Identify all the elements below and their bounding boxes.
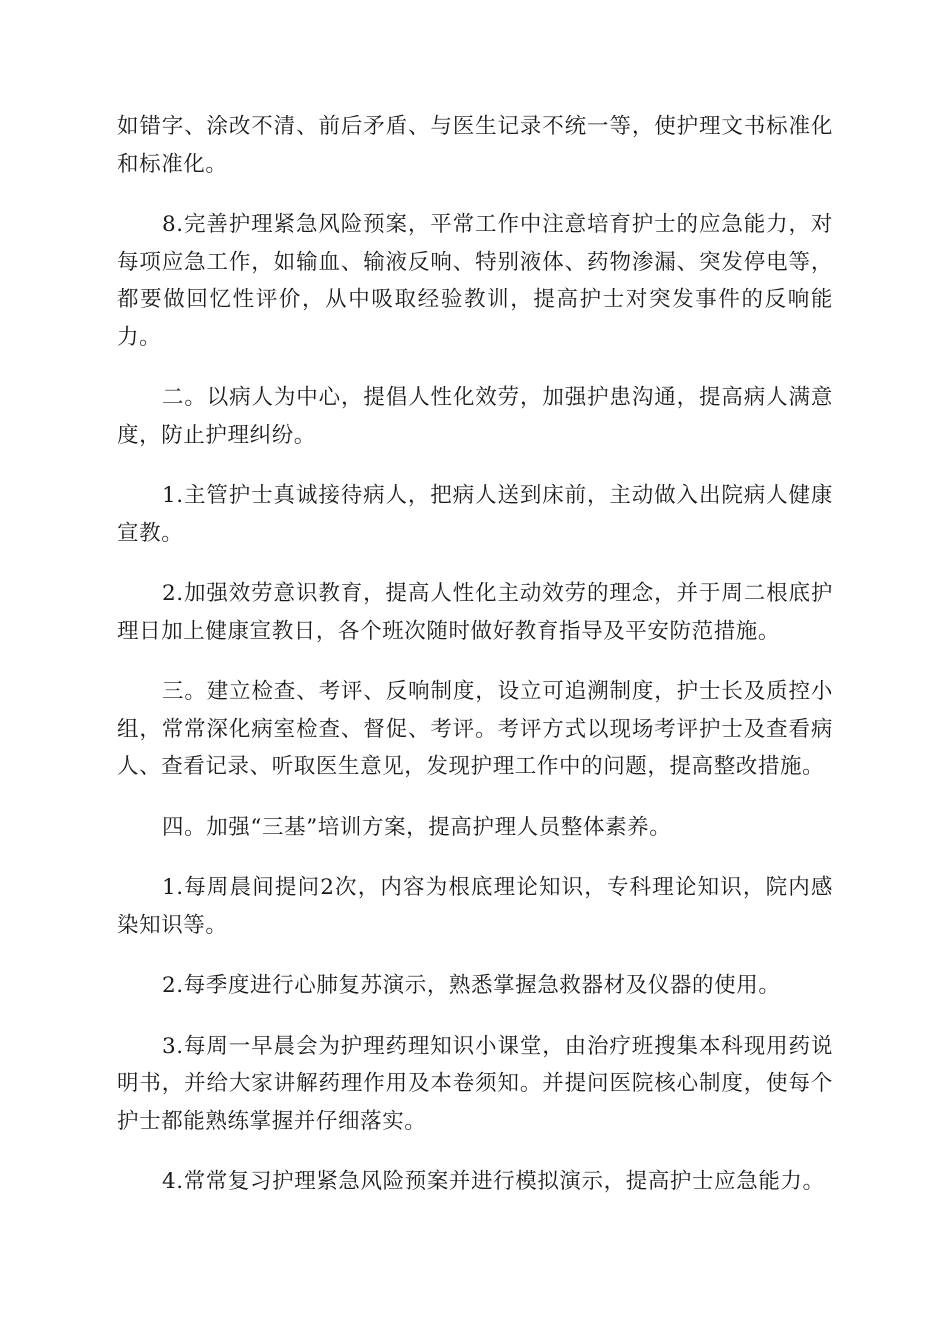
paragraph-item-4b: 4.常常复习护理紧急风险预案并进行模拟演示，提高护士应急能力。 (162, 1169, 825, 1194)
document-body (117, 108, 833, 1224)
paragraph-item-1b: 1.每周晨间提问2次，内容为根底理论知识，专科理论知识，院内感染知识等。 (117, 875, 833, 938)
section-heading-2: 二。以病人为中心，提倡人性化效劳，加强护患沟通，提高病人满意度，防止护理纠纷。 (117, 385, 833, 448)
paragraph-item-8: 8.完善护理紧急风险预案，平常工作中注意培育护士的应急能力，对每项应急工作，如输血、输液反响、特别液体、药物渗漏、突发停电等，都要做回忆性评价，从中吸取经验教训，提高护士对突发事件的反响能力。 (117, 212, 833, 350)
paragraph-item-2b: 2.每季度进行心肺复苏演示，熟悉掌握急救器材及仪器的使用。 (162, 973, 781, 998)
paragraph-item-2: 2.加强效劳意识教育，提高人性化主动效劳的理念，并于周二根底护理日加上健康宣教日，各个班次随时做好教育指导及平安防范措施。 (117, 581, 833, 644)
section-heading-3: 三。建立检查、考评、反响制度，设立可追溯制度，护士长及质控小组，常常深化病室检查、督促、考评。考评方式以现场考评护士及查看病人、查看记录、听取医生意见，发现护理工作中的问题，提高整改措施。 (117, 679, 833, 779)
paragraph-item-1: 1.主管护士真诚接待病人，把病人送到床前，主动做入出院病人健康宣教。 (117, 483, 833, 546)
paragraph-continuation: 如错字、涂改不清、前后矛盾、与医生记录不统一等，使护理文书标准化和标准化。 (117, 114, 833, 177)
section-heading-4: 四。加强“三基”培训方案，提高护理人员整体素养。 (162, 814, 672, 840)
paragraph-item-3b: 3.每周一早晨会为护理药理知识小课堂，由治疗班搜集本科现用药说明书，并给大家讲解药理作用及本卷须知。并提问医院核心制度，使每个护士都能熟练掌握并仔细落实。 (117, 1033, 833, 1134)
